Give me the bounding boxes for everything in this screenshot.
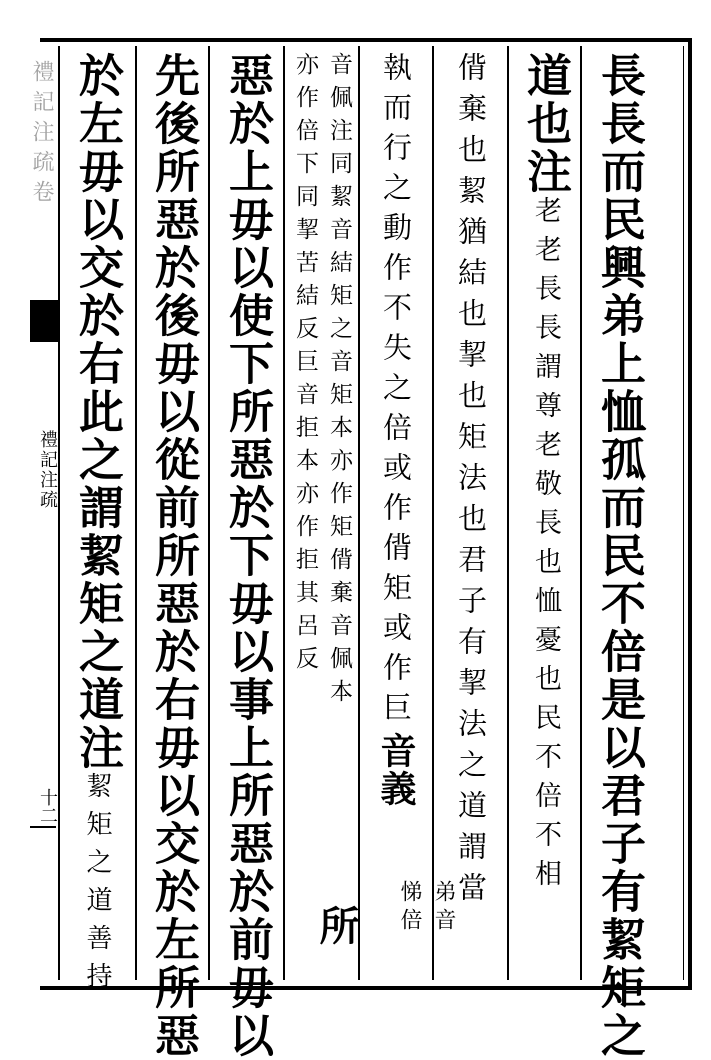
commentary-text: 絜矩之道善持 (82, 772, 112, 1000)
text-column-4 (361, 52, 431, 972)
column-rule (358, 46, 360, 980)
main-text: 於左毋以交於右此之謂絜矩之道注 (71, 52, 124, 772)
text-column-1 (584, 52, 654, 1060)
note-right-line: 音佩注同絜音結矩之音矩本亦作矩偝棄音佩本 (326, 52, 352, 712)
page-number: 十二 (37, 788, 58, 824)
text-column-2 (510, 52, 580, 972)
column-5-tail (308, 905, 365, 945)
subnote-left: 悌倍 (397, 880, 422, 936)
subnote-right: 弟音 (431, 880, 456, 936)
column-rule (283, 46, 285, 980)
column-rule (58, 46, 60, 980)
main-text: 惡於上毋以使下所惡於下毋以事上所惡於前毋以 (221, 52, 274, 1060)
text-column-7 (138, 52, 208, 1060)
double-line-note (288, 52, 356, 712)
bleed-through-text: 禮記注疏卷 (29, 60, 54, 210)
column-rule (135, 46, 137, 980)
text-column-6 (212, 52, 282, 1060)
column-rule (507, 46, 509, 980)
main-text: 道也注 (519, 52, 572, 196)
book-title: 禮記注疏 (37, 430, 58, 510)
text-column-8 (62, 52, 132, 1000)
commentary-text: 偝棄也絜猶結也挈也矩法也君子有挈法之道謂當 (454, 52, 488, 913)
column-rule (208, 46, 210, 980)
column-rule (580, 46, 582, 980)
commentary-text: 老老長長謂尊老敬長也恤憂也民不倍不相 (530, 196, 561, 898)
yinyi-marker: 音義 (375, 732, 417, 808)
main-text: 先後所惡於後毋以從前所惡於右毋以交於左所惡 (147, 52, 200, 1060)
text-column-5 (287, 52, 357, 972)
column-rule (432, 46, 434, 980)
yinyi-subnotes (392, 880, 460, 936)
main-text: 長長而民興弟上恤孤而民不倍是以君子有絜矩之 (593, 52, 646, 1060)
note-left-line: 亦作倍下同挈苦結反巨音拒本亦作拒其呂反 (292, 52, 318, 679)
main-text: 所 (313, 905, 360, 945)
commentary-text: 執而行之動作不失之倍或作偝矩或作巨 (379, 52, 413, 732)
text-column-3 (436, 52, 506, 972)
